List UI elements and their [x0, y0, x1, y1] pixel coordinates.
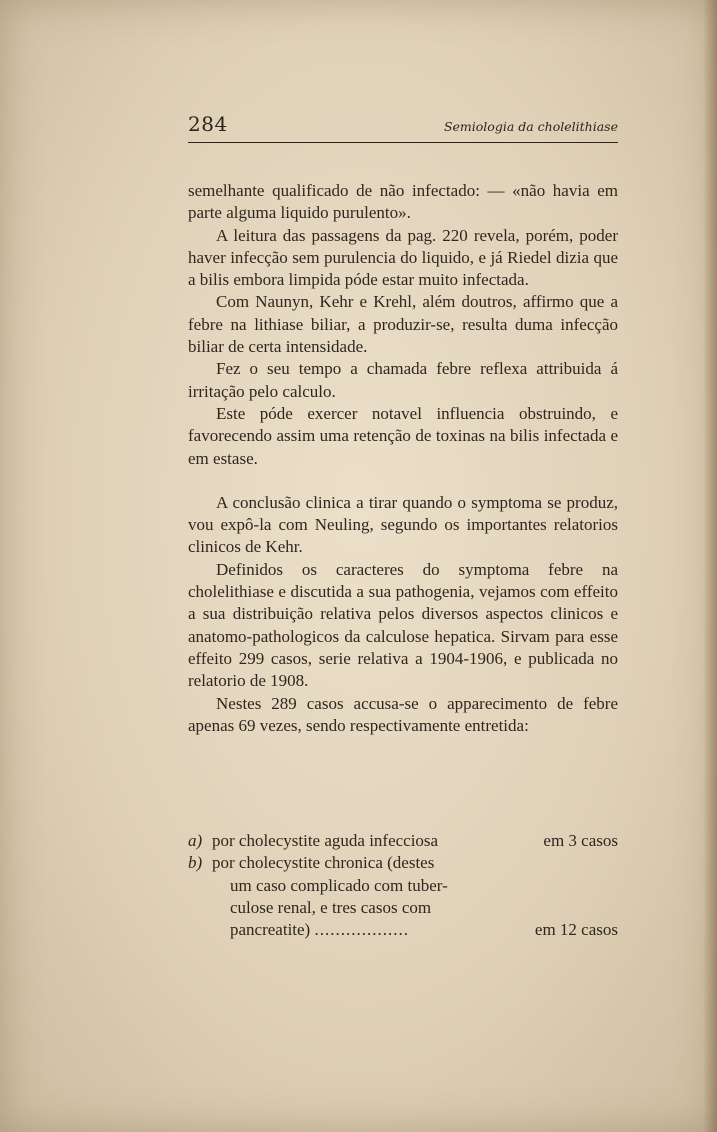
fever-cases-list — [188, 830, 618, 941]
list-marker: a) — [188, 831, 203, 850]
list-item-b-continuation — [188, 919, 618, 941]
paragraph-4: Fez o seu tempo a chamada febre reflexa attribuida á irritação pelo calculo. — [188, 359, 618, 401]
list-item-text: um caso complicado com tuber- — [230, 875, 448, 895]
body-text — [188, 180, 618, 737]
list-item-text: por cholecystite chronica (destes — [212, 853, 435, 873]
list-item-text: culose renal, e tres casos com — [230, 897, 432, 917]
list-item-text-end: pancreatite) — [230, 920, 311, 940]
list-item-b-continuation — [188, 897, 618, 919]
paragraph-3: Com Naunyn, Kehr e Krehl, além doutros, affirmo que a febre na lithiase biliar, a produzir-se, resulta duma infecção biliar de certa intensidade. — [188, 292, 618, 357]
list-item-text: por cholecystite aguda infecciosa — [212, 831, 439, 850]
dot-leader: .................. — [314, 920, 409, 940]
list-item-count: em 3 casos — [543, 831, 618, 850]
paragraph-8: Nestes 289 casos accusa-se o apparecimento de febre apenas 69 vezes, sendo respectivamente entretida: — [188, 693, 618, 735]
running-title: Semiologia da cholelithiase — [443, 119, 618, 134]
page-header — [188, 112, 618, 143]
list-item-text — [230, 919, 506, 941]
list-marker: b) — [188, 853, 203, 873]
paragraph-1: semelhante qualificado de não infectado: — «não havia em parte alguma liquido purulento». — [188, 181, 618, 223]
page-number: 284 — [188, 112, 228, 136]
page-edge-shadow — [703, 0, 717, 1132]
list-item-b-continuation — [188, 875, 618, 897]
paragraph-5: Este póde exercer notavel influencia obstruindo, e favorecendo assim uma retenção de toxinas na bilis infectada e em estase. — [188, 403, 618, 468]
paragraph-7: Definidos os caracteres do symptoma febre na cholelithiase e discutida a sua pathogenia, vejamos com effeito a sua distribuição relativa pelos diversos aspectos clinicos e anatomo-pathologicos da calculose hepatica. Sirvam para esse effeito 299 casos, serie relativa a 1904-1906, e publicada no relatorio de 1908. — [188, 559, 618, 691]
list-item-a — [188, 830, 618, 852]
paragraph-6: A conclusão clinica a tirar quando o symptoma se produz, vou expô-la com Neuling, segundo os importantes relatorios clinicos de Kehr. — [188, 492, 618, 557]
list-item-count: em 12 casos — [534, 920, 618, 940]
list-item-b — [188, 852, 618, 874]
paragraph-2: A leitura das passagens da pag. 220 revela, porém, poder haver infecção sem purulencia do liquido, e já Riedel dizia que a bilis embora limpida póde estar muito infectada. — [188, 225, 618, 290]
